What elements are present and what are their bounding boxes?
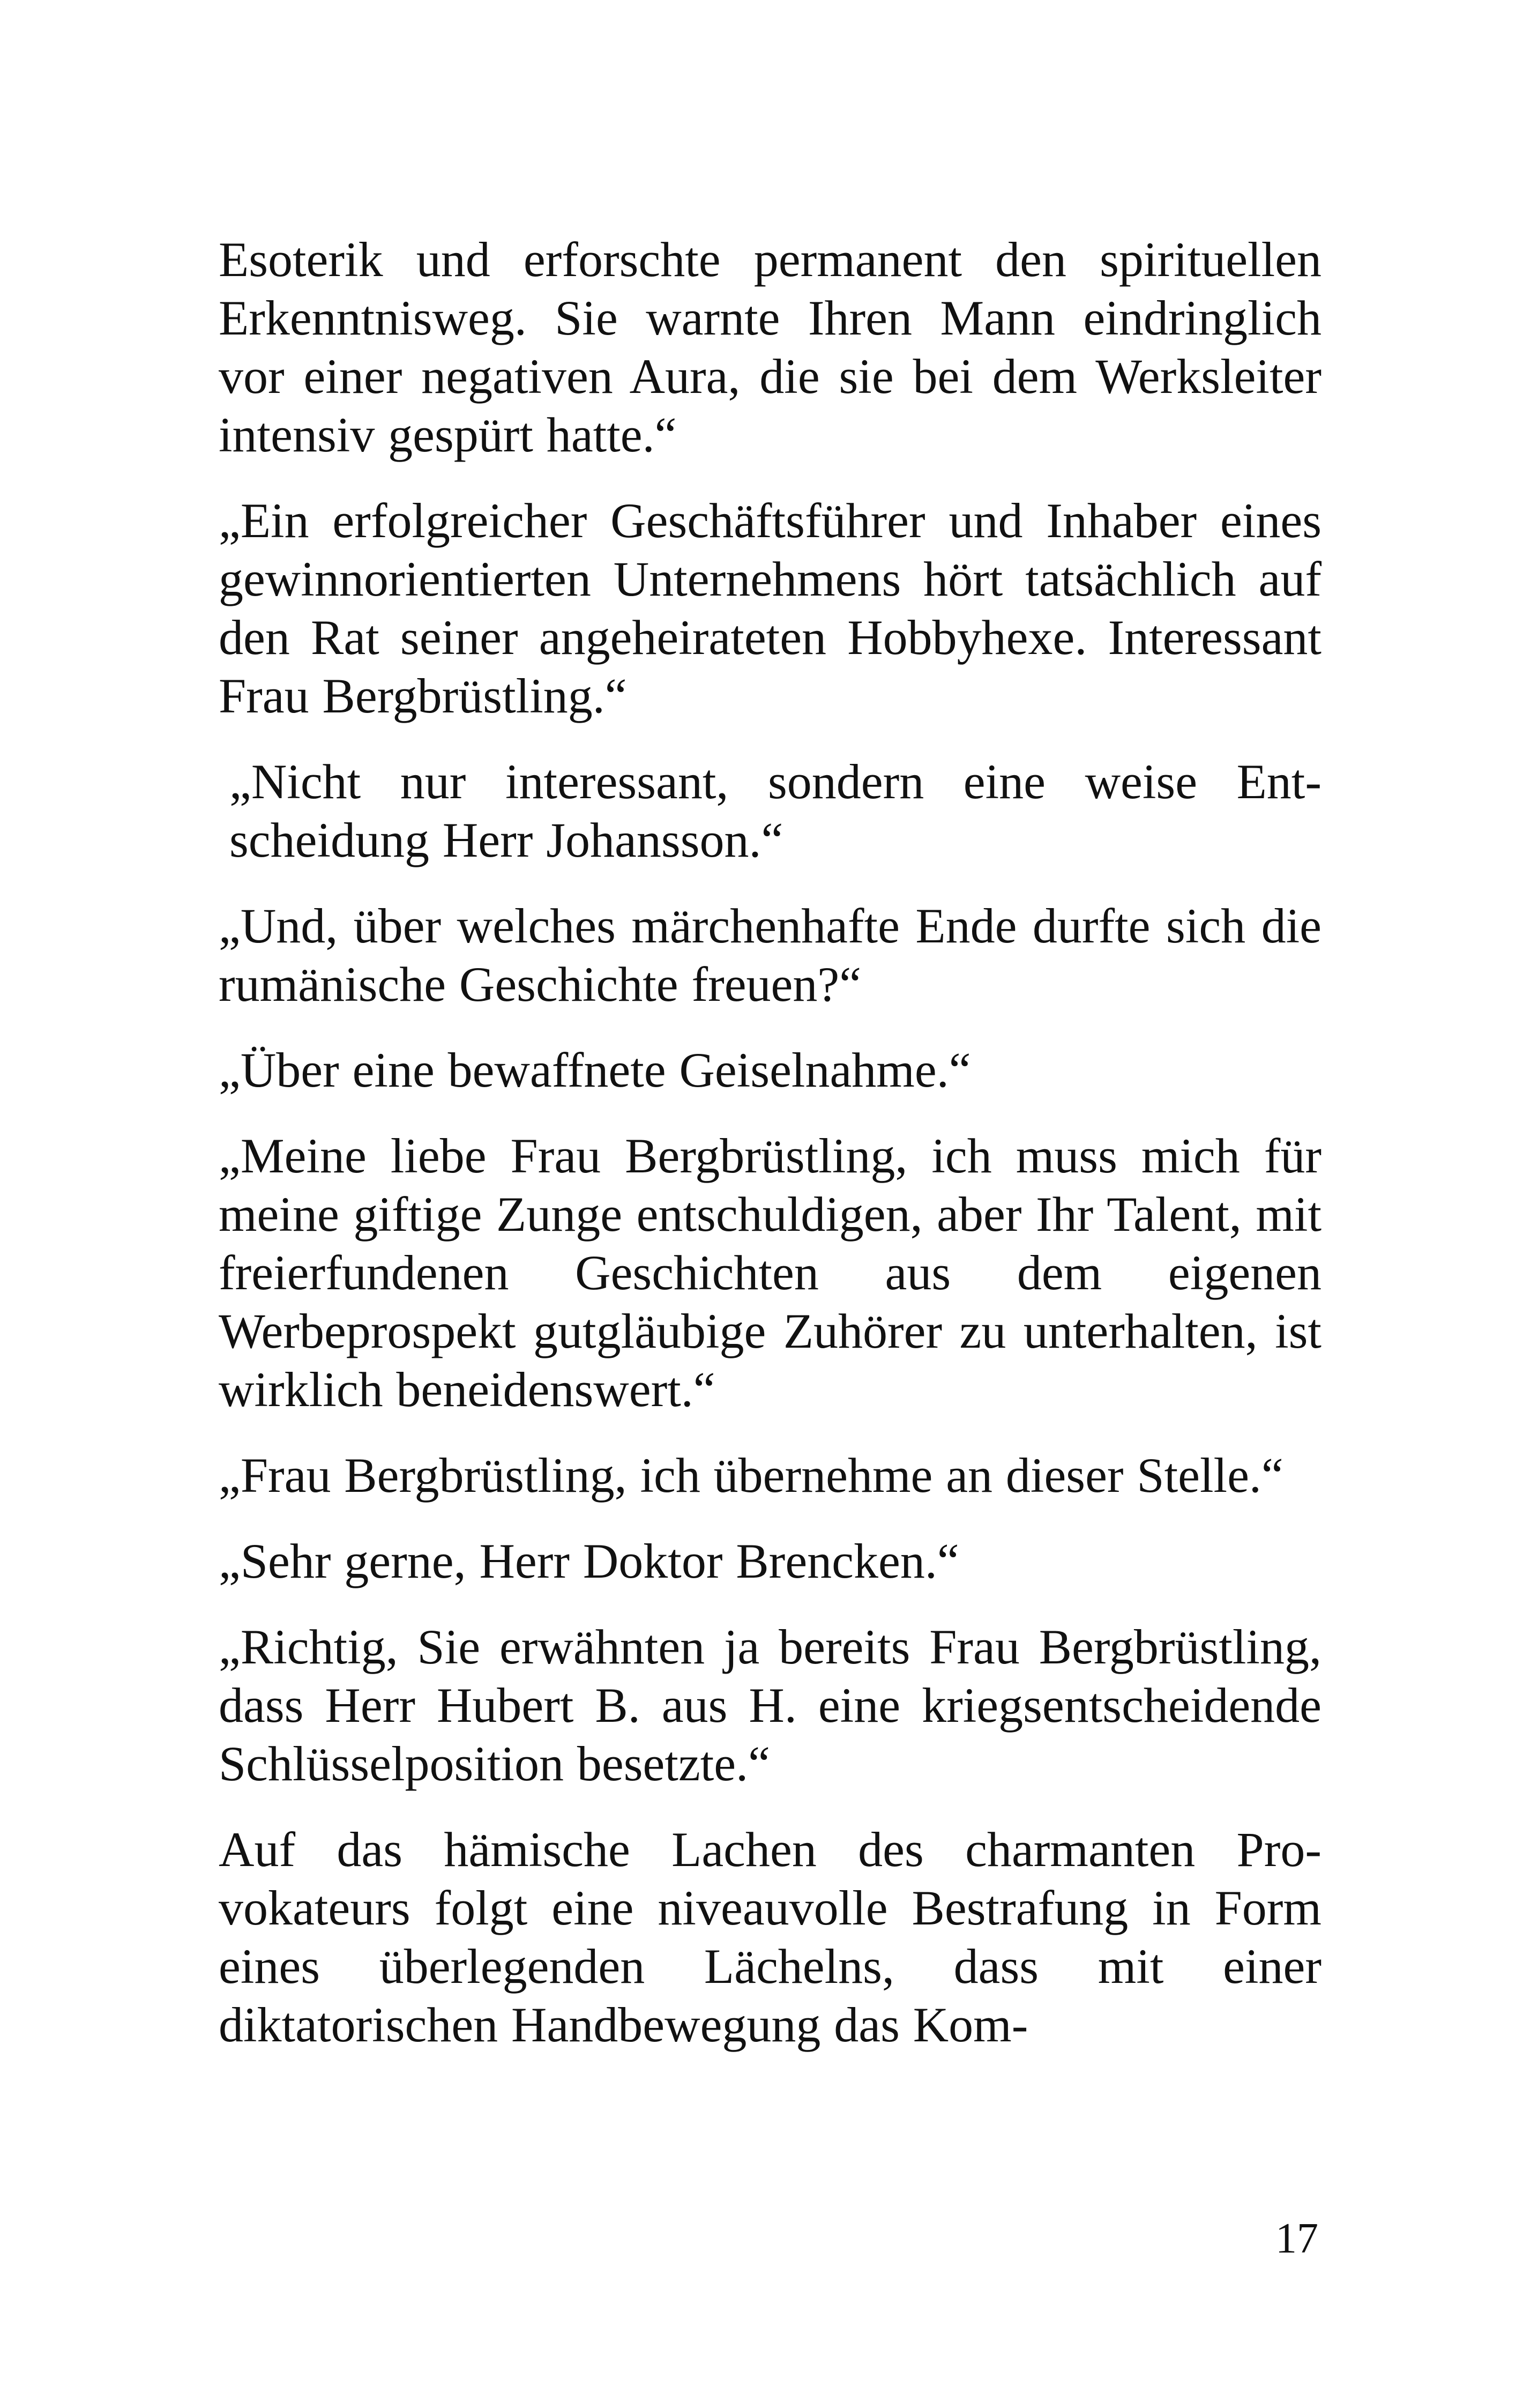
paragraph-8: „Sehr gerne, Herr Doktor Brencken.“ xyxy=(219,1534,959,1588)
paragraph-10: Auf das hämische Lachen des charmanten Provokateurs folgt eine niveauvolle Bestrafung in Form eines überlegenden Lächelns, dass mit einer diktatorischen Handbewegung das Kom- xyxy=(219,1822,1322,2052)
body-text xyxy=(219,231,1322,2082)
paragraph-9: „Richtig, Sie erwähnten ja bereits Frau Bergbrüstling, dass Herr Hubert B. aus H. eine kriegsentscheidende Schlüsselposition besetzte.“ xyxy=(219,1619,1322,1791)
paragraph-3: „Nicht nur interessant, sondern eine weise Entscheidung Herr Johansson.“ xyxy=(229,754,1322,867)
paragraph-4: „Und, über welches märchenhafte Ende durfte sich die rumänische Geschichte freuen?“ xyxy=(219,898,1322,1012)
paragraph-7: „Frau Bergbrüstling, ich übernehme an dieser Stelle.“ xyxy=(219,1448,1283,1503)
paragraph-6: „Meine liebe Frau Bergbrüstling, ich muss mich für meine giftige Zunge entschuldigen, aber Ihr Talent, mit freierfundenen Geschichten aus dem eigenen Werbeprospekt gutgläubige Zuhörer zu unterhalten, ist wirklich beneidenswert.“ xyxy=(219,1128,1322,1417)
paragraph-2: „Ein erfolgreicher Geschäftsführer und Inhaber eines gewinnorientierten Unternehmens hört tatsächlich auf den Rat seiner angeheirateten Hobbyhexe. Interessant Frau Bergbrüstling.“ xyxy=(219,493,1322,723)
paragraph-5: „Über eine bewaffnete Geiselnahme.“ xyxy=(219,1043,971,1097)
page-number: 17 xyxy=(1275,2215,1318,2262)
paragraph-1: Esoterik und erforschte permanent den spirituellen Erkenntnisweg. Sie warnte Ihren Mann eindringlich vor einer negativen Aura, die sie bei dem Werksleiter intensiv gespürt hatte.“ xyxy=(219,232,1322,462)
